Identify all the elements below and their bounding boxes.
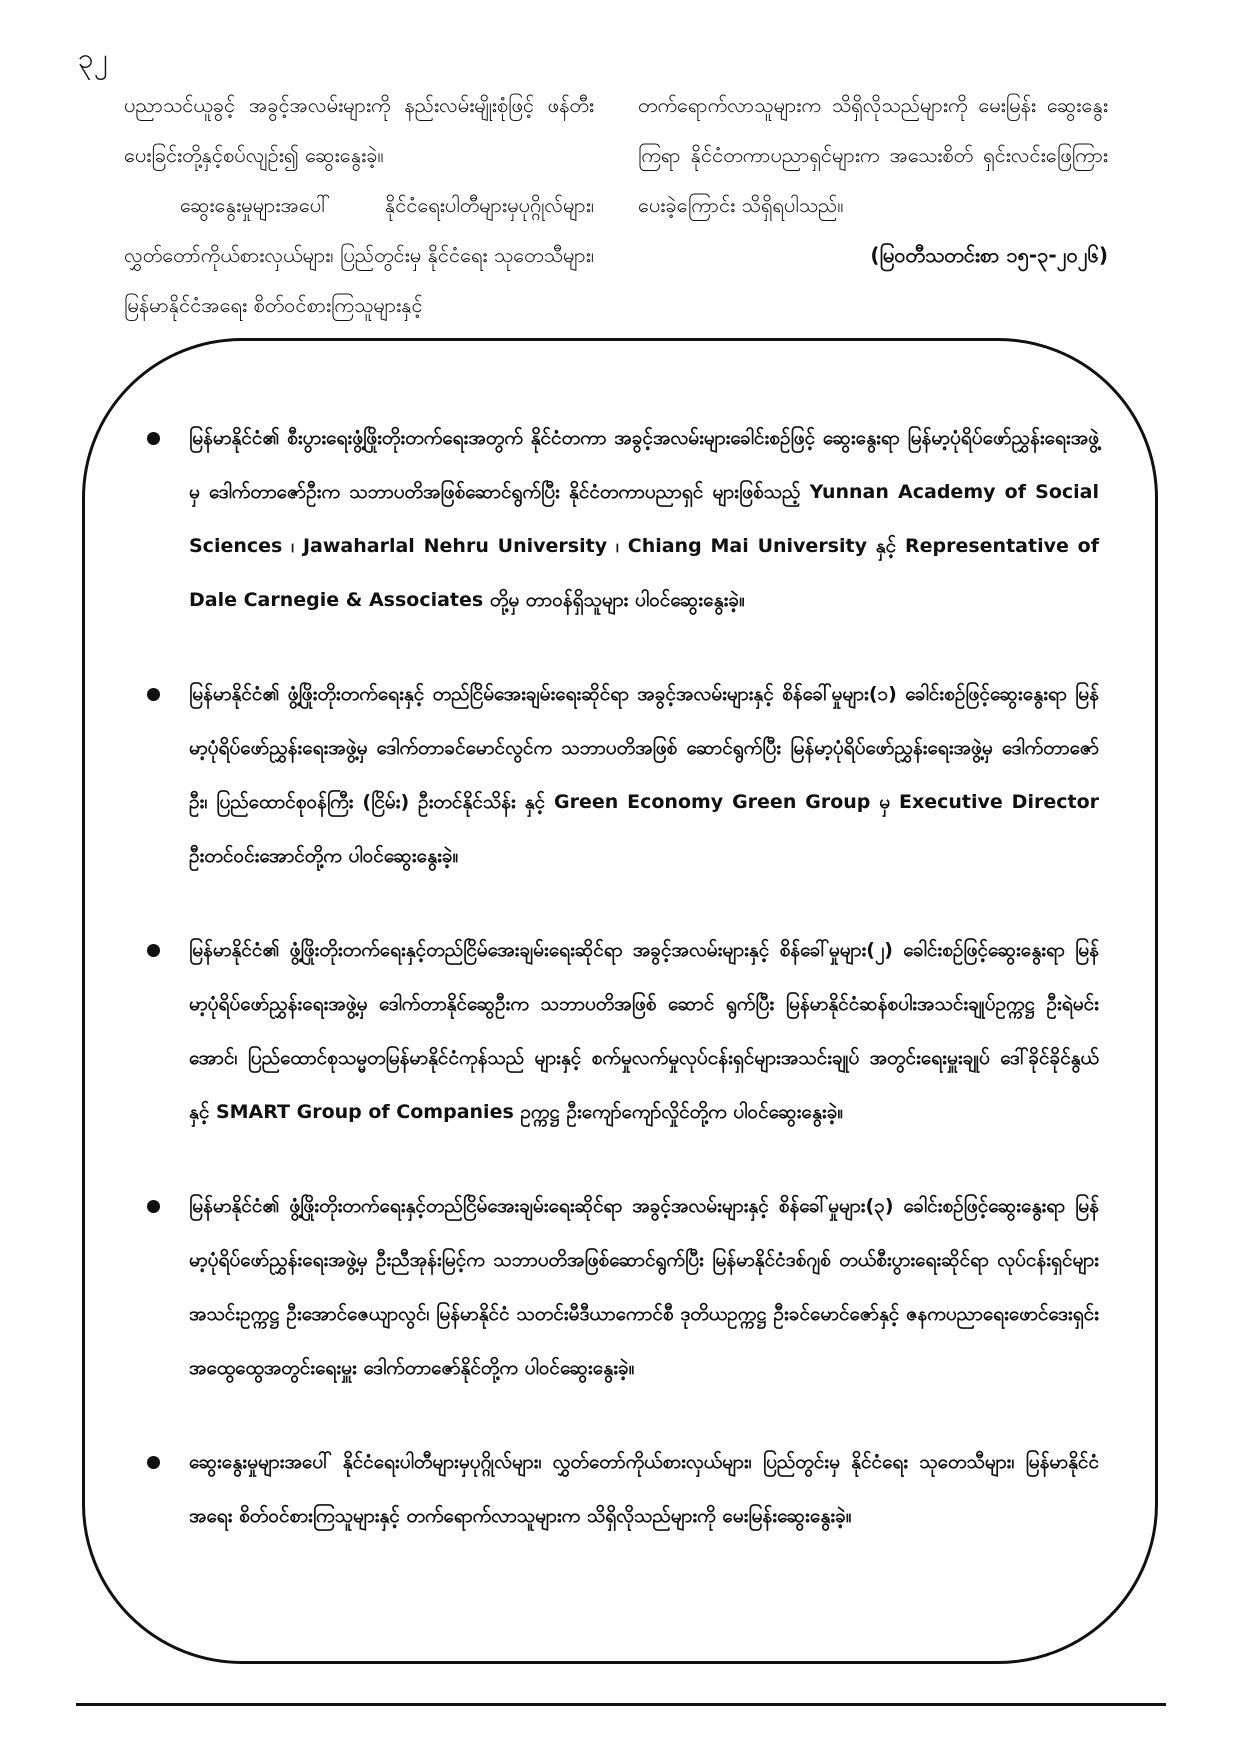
- source-citation: (မြဝတီသတင်းစာ ၁၅-၃-၂၀၂၆): [870, 243, 1108, 267]
- bullet-item: [141, 411, 1099, 627]
- bullet-dot-icon: [147, 944, 160, 957]
- bullet-dot-icon: [147, 688, 160, 701]
- bullet-dot-icon: [147, 1456, 160, 1469]
- bullet-item: [141, 667, 1099, 883]
- right-paragraph: တက်ရောက်လာသူများက သိရှိလိုသည်များကို မေးမြန်း ဆွေးနွေးကြရာ နိုင်ငံတကာပညာရှင်များက အသေးစိတ် ရှင်းလင်းဖြေကြားပေးခဲ့ကြောင်း သိရှိရပါသည်။: [638, 93, 1108, 217]
- bullet-text: ဆွေးနွေးမှုများအပေါ် နိုင်ငံရေးပါတီများမှပုဂ္ဂိုလ်များ၊ လွှတ်တော်ကိုယ်စားလှယ်များ၊ ပြည်တွင်းမှ နိုင်ငံရေး သုတေသီများ၊ မြန်မာနိုင်ငံအရေး စိတ်ဝင်စားကြသူများနှင့် တက်ရောက်လာသူများက သိရှိလိုသည်များကို မေးမြန်းဆွေးနွေးခဲ့။: [189, 1451, 1099, 1527]
- left-paragraph-2: ဆွေးနွေးမှုများအပေါ် နိုင်ငံရေးပါတီများမှပုဂ္ဂိုလ်များ၊ လွှတ်တော်ကိုယ်စားလှယ်များ၊ ပြည်တွင်းမှ နိုင်ငံရေး သုတေသီများ၊ မြန်မာနိုင်ငံအရေး စိတ်ဝင်စားကြသူများနှင့်: [124, 193, 594, 317]
- footer-rule: [76, 1703, 1166, 1706]
- bullet-item: [141, 923, 1099, 1139]
- bullet-dot-icon: [147, 432, 160, 445]
- left-column: [124, 80, 594, 330]
- bullet-text: မြန်မာနိုင်ငံ၏ စီးပွားရေးဖွံ့ဖြိုးတိုးတက်ရေးအတွက် နိုင်ငံတကာ အခွင့်အလမ်းများခေါင်းစဉ်ဖြင့် ဆွေးနွေးရာ မြန်မာ့ပုံရိပ်ဖော်ညွှန်းရေးအဖွဲ့မှ ဒေါက်တာဇော်ဦးက သဘာပတိအဖြစ်ဆောင်ရွက်ပြီး နိုင်ငံတကာပညာရှင် များဖြစ်သည့် Yunnan Academy of Social Sciences ၊ Jawaharlal Nehru University ၊ Chiang Mai University နှင့် Representative of Dale Carnegie & Associates တို့မှ တာဝန်ရှိသူများ ပါဝင်ဆွေးနွေးခဲ့။: [189, 427, 1099, 611]
- bullet-text: မြန်မာနိုင်ငံ၏ ဖွံ့ဖြိုးတိုးတက်ရေးနှင့် တည်ငြိမ်အေးချမ်းရေးဆိုင်ရာ အခွင့်အလမ်းများနှင့် စိန်ခေါ်မှုများ(၁) ခေါင်းစဉ်ဖြင့်ဆွေးနွေးရာ မြန်မာ့ပုံရိပ်ဖော်ညွှန်းရေးအဖွဲ့မှ ဒေါက်တာခင်မောင်လွင်က သဘာပတိအဖြစ် ဆောင်ရွက်ပြီး မြန်မာ့ပုံရိပ်ဖော်ညွှန်းရေးအဖွဲ့မှ ဒေါက်တာဇော်ဦး၊ ပြည်ထောင်စုဝန်ကြီး (ငြိမ်း) ဦးတင်နိုင်သိန်း နှင့် Green Economy Green Group မှ Executive Director ဦးတင်ဝင်းအောင်တို့က ပါဝင်ဆွေးနွေးခဲ့။: [189, 683, 1099, 867]
- bullet-text: မြန်မာနိုင်ငံ၏ ဖွံ့ဖြိုးတိုးတက်ရေးနှင့်တည်ငြိမ်အေးချမ်းရေးဆိုင်ရာ အခွင့်အလမ်းများနှင့် စိန်ခေါ်မှုများ(၃) ခေါင်းစဉ်ဖြင့်ဆွေးနွေးရာ မြန်မာ့ပုံရိပ်ဖော်ညွှန်းရေးအဖွဲ့မှ ဦးညီအုန်းမြင့်က သဘာပတိအဖြစ်ဆောင်ရွက်ပြီး မြန်မာနိုင်ငံဒစ်ဂျစ် တယ်စီးပွားရေးဆိုင်ရာ လုပ်ငန်းရှင်များအသင်းဥက္ကဋ္ဌ ဦးအောင်ဇေယျာလွင်၊ မြန်မာနိုင်ငံ သတင်းမီဒီယာကောင်စီ ဒုတိယဥက္ကဋ္ဌ ဦးခင်မောင်ဇော်နှင့် ဇနကပညာရေးဖောင်ဒေးရှင်း အထွေထွေအတွင်းရေးမှူး ဒေါက်တာဇော်နိုင်တို့က ပါဝင်ဆွေးနွေးခဲ့။: [189, 1195, 1099, 1379]
- bullet-text: မြန်မာနိုင်ငံ၏ ဖွံ့ဖြိုးတိုးတက်ရေးနှင့်တည်ငြိမ်အေးချမ်းရေးဆိုင်ရာ အခွင့်အလမ်းများနှင့် စိန်ခေါ်မှုများ(၂) ခေါင်းစဉ်ဖြင့်ဆွေးနွေးရာ မြန်မာ့ပုံရိပ်ဖော်ညွှန်းရေးအဖွဲ့မှ ဒေါက်တာနိုင်ဆွေဦးက သဘာပတိအဖြစ် ဆောင် ရွက်ပြီး မြန်မာနိုင်ငံဆန်စပါးအသင်းချုပ်ဥက္ကဋ္ဌ ဦးရဲမင်းအောင်၊ ပြည်ထောင်စုသမ္မတမြန်မာနိုင်ငံကုန်သည် များနှင့် စက်မှုလက်မှုလုပ်ငန်းရှင်များအသင်းချုပ် အတွင်းရေးမှူးချုပ် ဒေါ်ခိုင်ခိုင်နွယ်နှင့် SMART Group of Companies ဥက္ကဋ္ဌ ဦးကျော်ကျော်လှိုင်တို့က ပါဝင်ဆွေးနွေးခဲ့။: [189, 939, 1099, 1123]
- bullet-dot-icon: [147, 1200, 160, 1213]
- right-column: [638, 80, 1108, 280]
- bullet-list: [141, 411, 1099, 1543]
- left-paragraph-1: ပညာသင်ယူခွင့် အခွင့်အလမ်းများကို နည်းလမ်းမျိုးစုံဖြင့် ဖန်တီးပေးခြင်းတို့နှင့်စပ်လျဉ်း၍ ဆွေးနွေးခဲ့။: [124, 93, 594, 167]
- summary-box: [82, 338, 1158, 1664]
- bullet-item: [141, 1179, 1099, 1395]
- bullet-item: [141, 1435, 1099, 1543]
- page-number: ၃၂: [78, 42, 108, 75]
